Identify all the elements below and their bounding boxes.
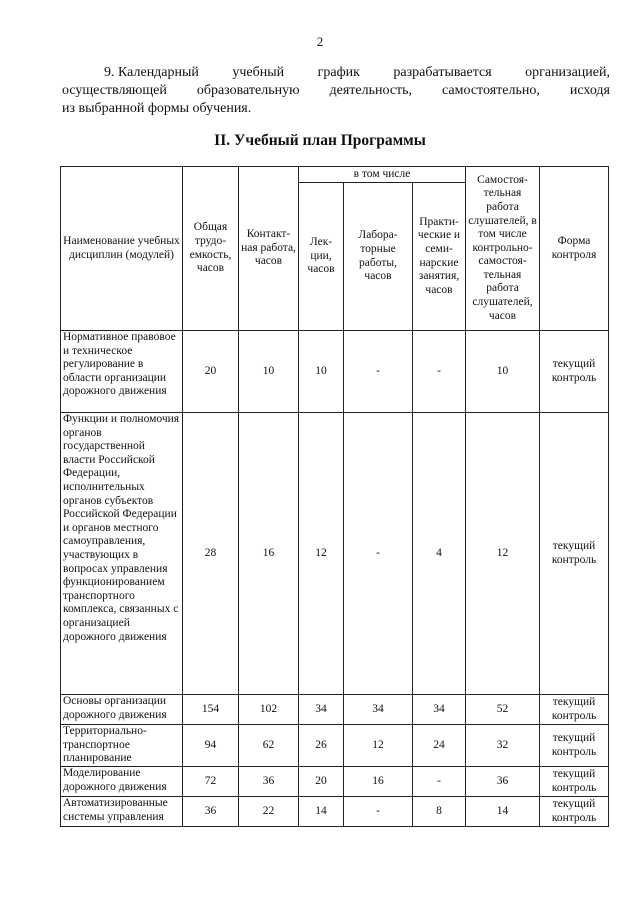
word: учебный — [232, 65, 285, 80]
paragraph-line-3: из выбранной формы обучения. — [62, 101, 252, 116]
cell-total: 20 — [183, 331, 239, 413]
discipline-name: Моделирование дорожного движения — [61, 767, 183, 797]
discipline-name: Нормативное правовое и техническое регулирование в области организации дорожного движения — [61, 331, 183, 413]
cell-practice: 8 — [413, 797, 466, 827]
word: осуществляющей — [62, 83, 167, 98]
cell-self: 12 — [466, 413, 540, 695]
curriculum-table — [60, 166, 609, 827]
header-lectures: Лек-ции, часов — [299, 183, 344, 331]
table-row — [61, 725, 609, 767]
cell-contact: 22 — [239, 797, 299, 827]
word: разрабатывается — [393, 65, 492, 80]
cell-control: текущий контроль — [540, 725, 609, 767]
cell-lectures: 12 — [299, 413, 344, 695]
discipline-name: Автоматизированные системы управления — [61, 797, 183, 827]
cell-control: текущий контроль — [540, 797, 609, 827]
cell-lectures: 14 — [299, 797, 344, 827]
cell-total: 36 — [183, 797, 239, 827]
word: организацией, — [525, 65, 610, 80]
header-row-1 — [61, 167, 609, 183]
cell-contact: 102 — [239, 695, 299, 725]
word: деятельность, — [329, 83, 413, 98]
cell-lectures: 26 — [299, 725, 344, 767]
cell-labs: - — [344, 797, 413, 827]
discipline-name: Территориально-транспортное планирование — [61, 725, 183, 767]
header-name: Наименование учебных дисциплин (модулей) — [61, 167, 183, 331]
header-in-that: в том числе — [299, 167, 466, 183]
cell-self: 10 — [466, 331, 540, 413]
cell-labs: 12 — [344, 725, 413, 767]
word: 9. Календарный — [104, 65, 199, 80]
cell-control: текущий контроль — [540, 695, 609, 725]
table-row — [61, 767, 609, 797]
cell-labs: 34 — [344, 695, 413, 725]
header-practice: Практи-ческие и семи-нарские занятия, часов — [413, 183, 466, 331]
cell-contact: 10 — [239, 331, 299, 413]
cell-lectures: 10 — [299, 331, 344, 413]
cell-self: 52 — [466, 695, 540, 725]
cell-contact: 16 — [239, 413, 299, 695]
table-row — [61, 695, 609, 725]
header-self-work: Самостоя-тельная работа слушателей, в том числе контрольно-самостоя-тельная работа слушателей, часов — [466, 167, 540, 331]
paragraph-9 — [62, 64, 610, 118]
word: самостоятельно, — [442, 83, 540, 98]
cell-labs: 16 — [344, 767, 413, 797]
cell-practice: - — [413, 331, 466, 413]
paragraph-line-1 — [62, 64, 610, 82]
cell-contact: 36 — [239, 767, 299, 797]
cell-practice: 24 — [413, 725, 466, 767]
cell-lectures: 20 — [299, 767, 344, 797]
word: исходя — [569, 83, 610, 98]
cell-control: текущий контроль — [540, 413, 609, 695]
table-row — [61, 797, 609, 827]
cell-lectures: 34 — [299, 695, 344, 725]
cell-total: 94 — [183, 725, 239, 767]
table-row — [61, 413, 609, 695]
table-row — [61, 331, 609, 413]
cell-labs: - — [344, 331, 413, 413]
cell-control: текущий контроль — [540, 767, 609, 797]
header-control: Форма контроля — [540, 167, 609, 331]
cell-self: 36 — [466, 767, 540, 797]
cell-total: 72 — [183, 767, 239, 797]
discipline-name: Функции и полномочия органов государственной власти Российской Федерации, исполнительных органов субъектов Российской Федерации и органов местного самоуправления, участвующих в вопросах управления функционированием транспортного комплекса, связанных с организацией дорожного движения — [61, 413, 183, 695]
header-labs: Лабора-торные работы, часов — [344, 183, 413, 331]
paragraph-line-2 — [62, 82, 610, 100]
word: график — [317, 65, 360, 80]
cell-practice: - — [413, 767, 466, 797]
cell-labs: - — [344, 413, 413, 695]
header-contact: Контакт-ная работа, часов — [239, 167, 299, 331]
cell-contact: 62 — [239, 725, 299, 767]
cell-self: 32 — [466, 725, 540, 767]
header-total: Общая трудо-емкость, часов — [183, 167, 239, 331]
section-title: II. Учебный план Программы — [214, 132, 426, 149]
cell-practice: 4 — [413, 413, 466, 695]
page-number: 2 — [316, 34, 324, 49]
discipline-name: Основы организации дорожного движения — [61, 695, 183, 725]
cell-practice: 34 — [413, 695, 466, 725]
cell-control: текущий контроль — [540, 331, 609, 413]
cell-total: 154 — [183, 695, 239, 725]
cell-self: 14 — [466, 797, 540, 827]
cell-total: 28 — [183, 413, 239, 695]
word: образовательную — [196, 83, 300, 98]
